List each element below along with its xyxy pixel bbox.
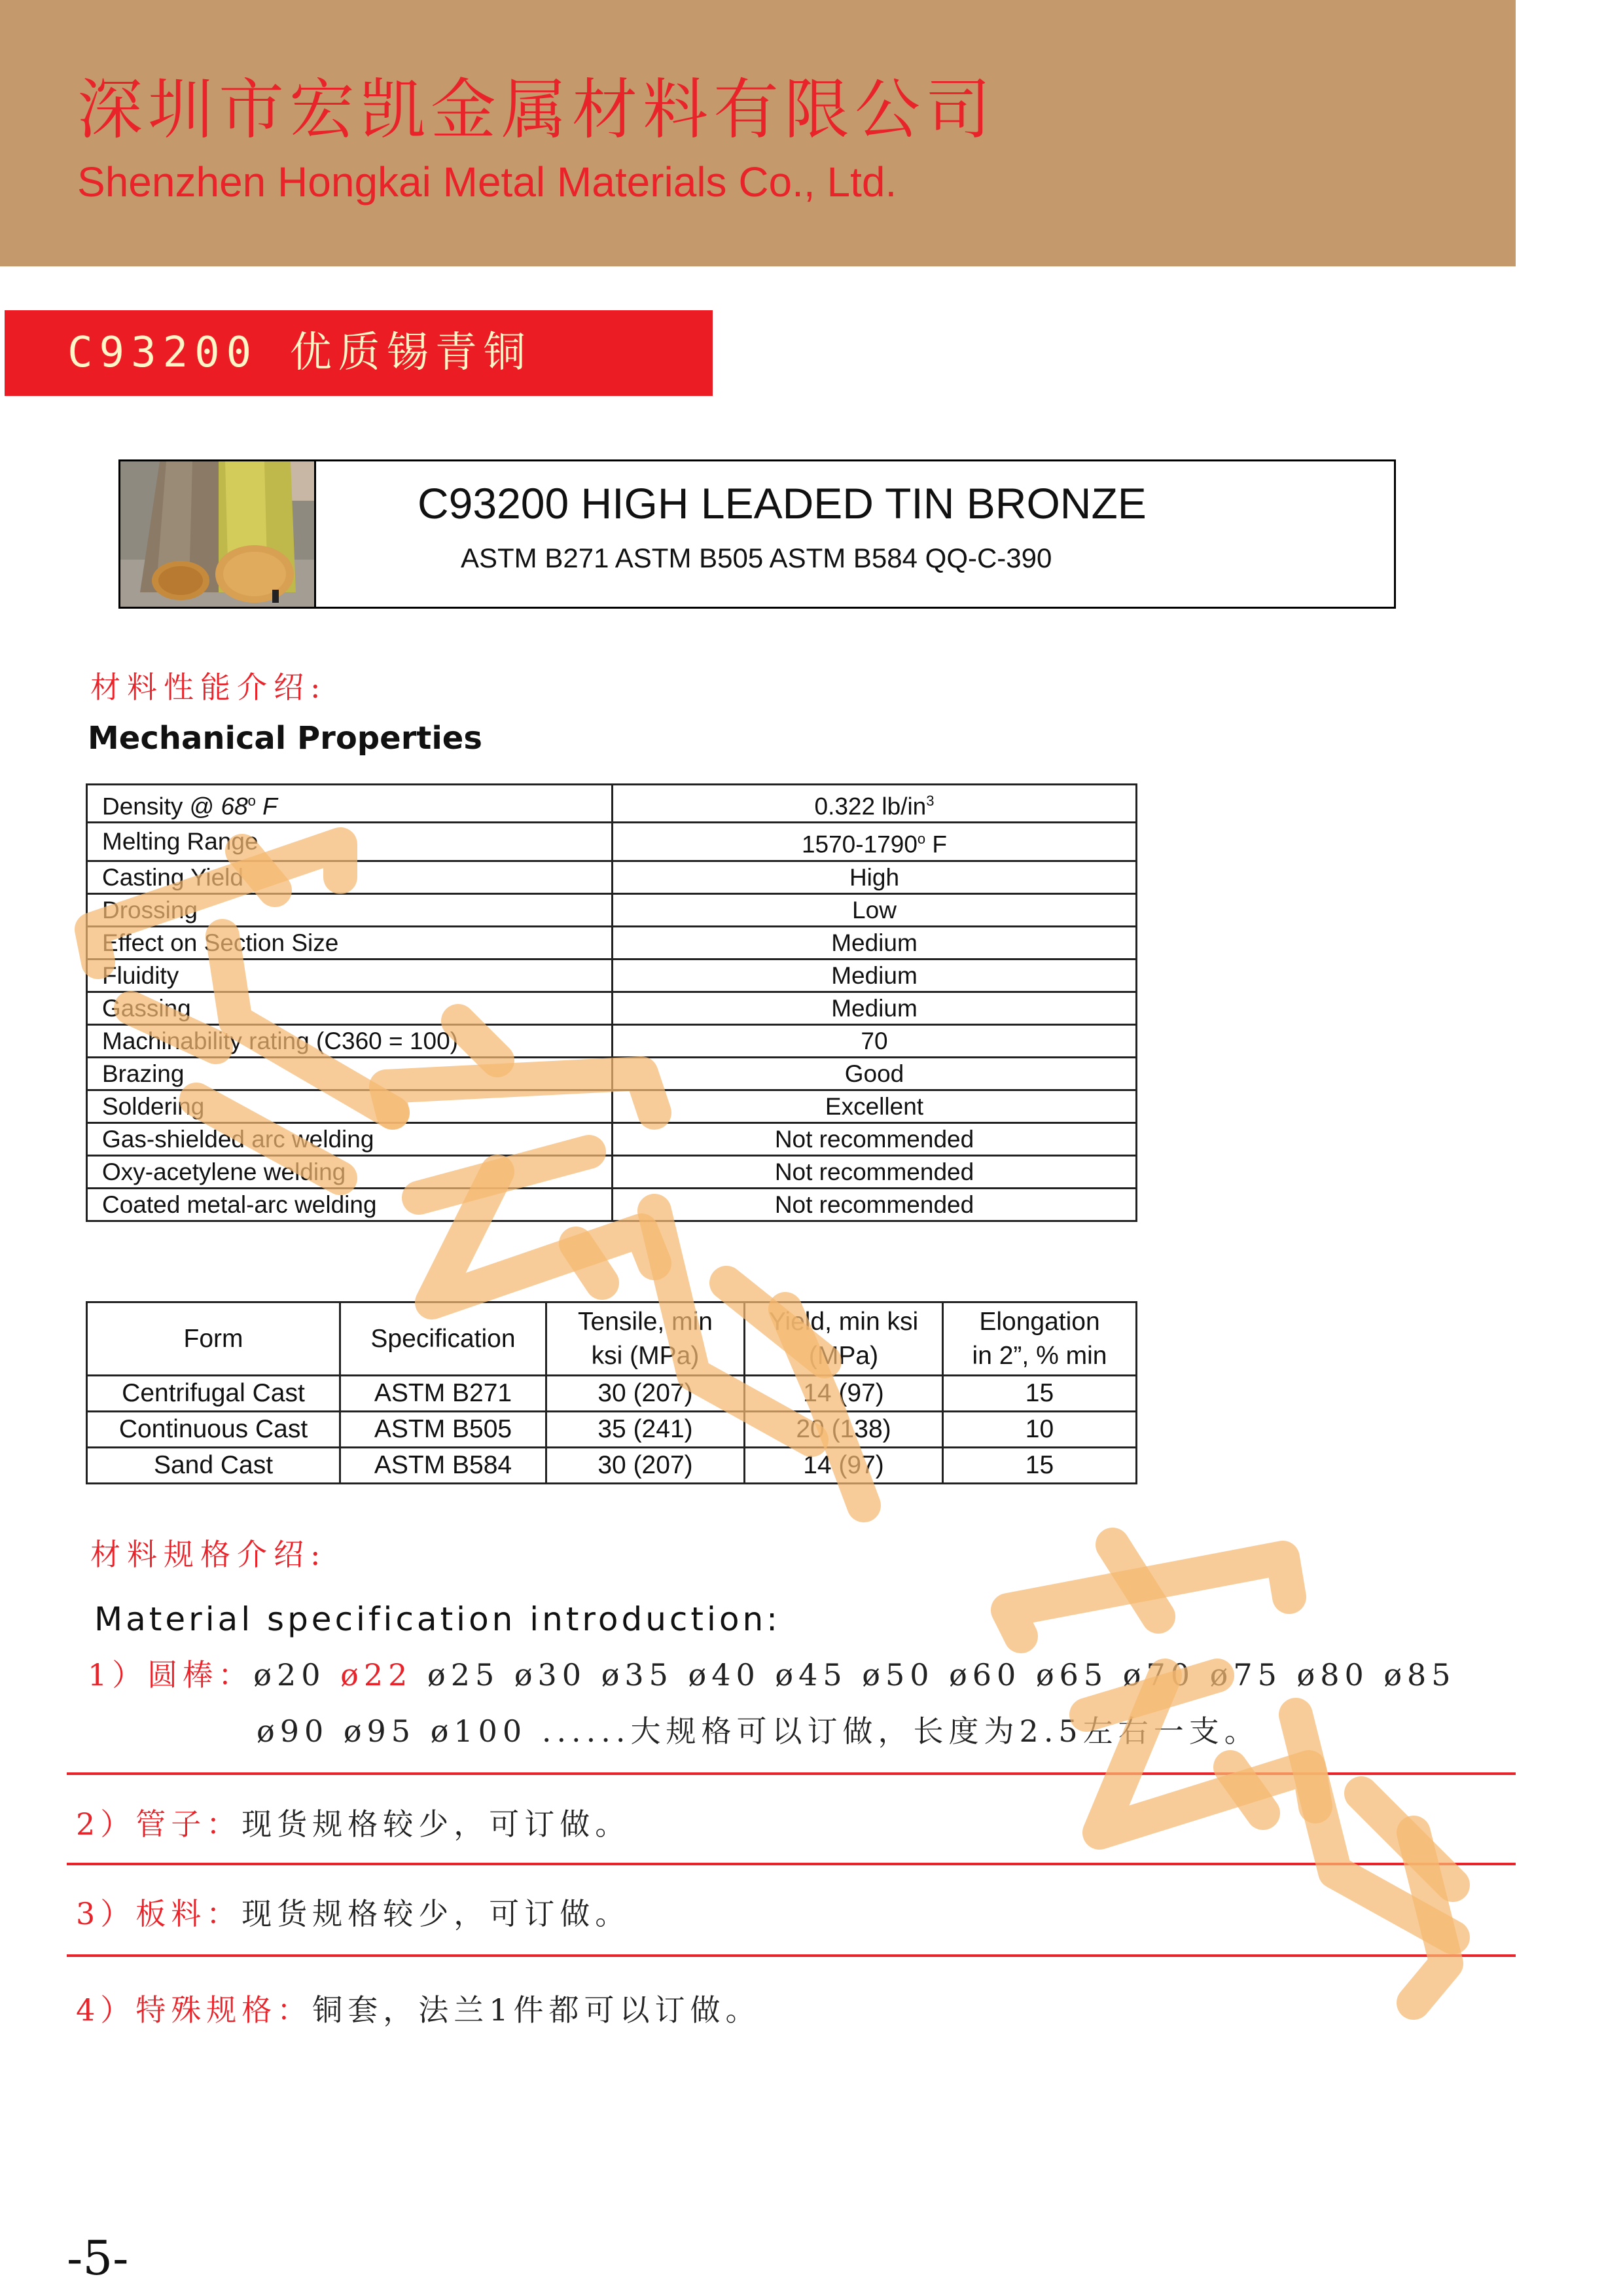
mechanical-heading-cn: 材料性能介绍: [90, 670, 327, 705]
table-row [87, 926, 1137, 959]
header-elongation-line1: Elongation [979, 1307, 1100, 1336]
property-label: Oxy-acetylene welding [87, 1155, 613, 1188]
cell-tensile: 30 (207) [546, 1448, 745, 1484]
property-label: Machinability rating (C360 = 100) [87, 1024, 613, 1057]
page-number: -5- [67, 2231, 129, 2286]
header-tensile-line2: ksi (MPa) [591, 1341, 700, 1370]
cell-elongation: 10 [943, 1412, 1137, 1448]
spec-item-round-bar [88, 1655, 1456, 1695]
property-value: Low [613, 893, 1137, 926]
divider [67, 1863, 1516, 1865]
table-row [87, 992, 1137, 1024]
spec-item-plate [76, 1893, 630, 1934]
cell-tensile: 30 (207) [546, 1376, 745, 1412]
header-elongation-line2: in 2”, % min [972, 1341, 1107, 1370]
header-elongation [943, 1302, 1137, 1376]
property-value [613, 823, 1137, 861]
specification-table [86, 1301, 1137, 1484]
cell-elongation: 15 [943, 1448, 1137, 1484]
spec-item-special [76, 1990, 761, 2030]
spec-item-2-prefix: 2）管子： [76, 1806, 242, 1842]
spec-heading-en: Material specification introduction: [94, 1600, 781, 1638]
property-value: Medium [613, 926, 1137, 959]
divider [67, 1954, 1516, 1957]
company-name-en: Shenzhen Hongkai Metal Materials Co., Ltd. [77, 158, 897, 206]
melting-unit: F [925, 831, 948, 858]
property-label: Melting Range [87, 823, 613, 861]
table-row [87, 1155, 1137, 1188]
spec-item-1-sizes-highlight: ø22 [340, 1657, 413, 1693]
header-tensile [546, 1302, 745, 1376]
spec-item-1-sizes-a: ø20 [253, 1657, 341, 1693]
product-banner [5, 310, 713, 396]
property-label [87, 785, 613, 823]
property-value: High [613, 861, 1137, 893]
table-row [87, 1412, 1137, 1448]
header-specification: Specification [340, 1302, 546, 1376]
property-label: Effect on Section Size [87, 926, 613, 959]
spec-item-4-text: 铜套，法兰1件都可以订做。 [312, 1992, 761, 2028]
header-band [0, 0, 1516, 266]
melting-sup: o [917, 831, 926, 848]
product-standards: ASTM B271 ASTM B505 ASTM B584 QQ-C-390 [461, 543, 1052, 573]
property-value: Not recommended [613, 1155, 1137, 1188]
spec-item-tube [76, 1804, 630, 1844]
cell-form: Centrifugal Cast [87, 1376, 340, 1412]
property-label: Casting Yield [87, 861, 613, 893]
density-value-sup: 3 [926, 793, 935, 809]
table-row [87, 1024, 1137, 1057]
table-row [87, 823, 1137, 861]
table-row [87, 1090, 1137, 1122]
property-value: Excellent [613, 1090, 1137, 1122]
table-row [87, 861, 1137, 893]
spec-item-1-prefix: 1）圆棒： [88, 1657, 254, 1693]
density-temp: 68 [221, 793, 248, 820]
bronze-bars-image [120, 461, 314, 607]
property-label: Soldering [87, 1090, 613, 1122]
company-name-cn: 深圳市宏凯金属材料有限公司 [77, 71, 996, 148]
spec-item-3-prefix: 3）板料： [76, 1896, 242, 1931]
property-value: Medium [613, 992, 1137, 1024]
table-row [87, 1376, 1137, 1412]
density-label: Density @ [102, 793, 221, 820]
header-form: Form [87, 1302, 340, 1376]
property-value: Not recommended [613, 1122, 1137, 1155]
cell-spec: ASTM B505 [340, 1412, 546, 1448]
property-value [613, 785, 1137, 823]
table-header-row [87, 1302, 1137, 1376]
cell-form: Sand Cast [87, 1448, 340, 1484]
spec-item-2-text: 现货规格较少，可订做。 [241, 1806, 631, 1842]
property-value: Not recommended [613, 1188, 1137, 1221]
product-photo [120, 461, 316, 607]
header-yield [745, 1302, 943, 1376]
mechanical-heading-en: Mechanical Properties [88, 720, 482, 757]
cell-yield: 20 (138) [745, 1412, 943, 1448]
density-temp-sup: o [247, 793, 256, 809]
spec-item-1-sizes-b: ø25 ø30 ø35 ø40 ø45 ø50 ø60 ø65 ø70 ø75 ø80 ø85 [412, 1657, 1456, 1693]
cell-spec: ASTM B271 [340, 1376, 546, 1412]
table-row [87, 1188, 1137, 1221]
table-row [87, 1122, 1137, 1155]
product-banner-label: C93200 优质锡青铜 [67, 329, 532, 377]
properties-table [86, 783, 1137, 1222]
property-value: Good [613, 1057, 1137, 1090]
cell-yield: 14 (97) [745, 1448, 943, 1484]
cell-tensile: 35 (241) [546, 1412, 745, 1448]
table-row [87, 1448, 1137, 1484]
product-title-box [118, 459, 1396, 609]
header-yield-line1: Yield, min ksi [768, 1307, 919, 1336]
property-label: Drossing [87, 893, 613, 926]
density-temp-unit: F [255, 793, 277, 820]
spec-item-3-text: 现货规格较少，可订做。 [241, 1896, 631, 1931]
divider [67, 1772, 1516, 1775]
spec-item-round-bar-line2: ø90 ø95 ø100 ......大规格可以订做，长度为2.5左右一支。 [257, 1713, 1260, 1749]
header-tensile-line1: Tensile, min [578, 1307, 713, 1336]
melting-value: 1570-1790 [801, 831, 918, 858]
product-title: C93200 HIGH LEADED TIN BRONZE [418, 479, 1147, 528]
density-value: 0.322 lb/in [814, 793, 927, 820]
property-label: Gassing [87, 992, 613, 1024]
header-yield-line2: (MPa) [808, 1341, 879, 1370]
property-value: 70 [613, 1024, 1137, 1057]
table-row [87, 893, 1137, 926]
cell-elongation: 15 [943, 1376, 1137, 1412]
spec-item-4-prefix: 4）特殊规格： [76, 1992, 313, 2028]
table-row [87, 959, 1137, 992]
cell-form: Continuous Cast [87, 1412, 340, 1448]
spec-heading-cn: 材料规格介绍: [90, 1537, 327, 1572]
property-label: Gas-shielded arc welding [87, 1122, 613, 1155]
property-label: Fluidity [87, 959, 613, 992]
cell-spec: ASTM B584 [340, 1448, 546, 1484]
property-label: Coated metal-arc welding [87, 1188, 613, 1221]
property-label: Brazing [87, 1057, 613, 1090]
table-row [87, 1057, 1137, 1090]
property-value: Medium [613, 959, 1137, 992]
cell-yield: 14 (97) [745, 1376, 943, 1412]
table-row [87, 785, 1137, 823]
